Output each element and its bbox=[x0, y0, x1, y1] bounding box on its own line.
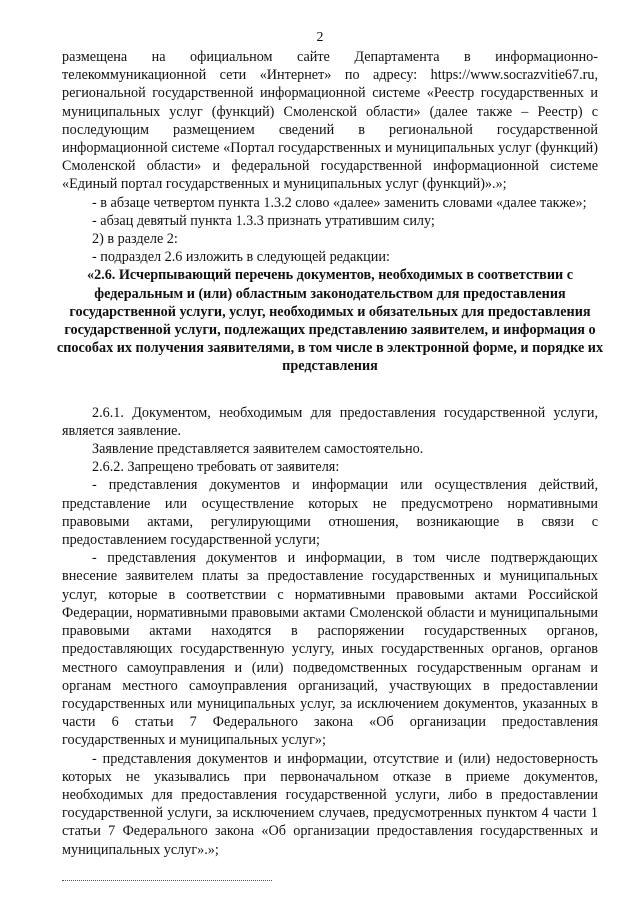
footer-divider bbox=[62, 880, 272, 881]
document-body bbox=[56, 48, 604, 859]
paragraph: - абзац девятый пункта 1.3.3 признать утратившим силу; bbox=[92, 212, 435, 229]
paragraph: 2) в разделе 2: bbox=[92, 231, 178, 248]
paragraph: - представления документов и информации, отсутствие и (или) недостоверность которых не указывались при первоначальном отказе в приеме документов, необходимых для предоставления государственной услуги, либо в предоставлении государственной услуги, за исключением случаев, предусмотренных пунктом 4 части 1 статьи 7 Федерального закона «Об организации предоставления государственных и муниципальных услуг».»; bbox=[62, 750, 598, 858]
page-number: 2 bbox=[316, 30, 324, 45]
paragraph: - представления документов и информации или осуществления действий, представление или осуществление которых не предусмотрено нормативными правовыми актами, регулирующими отношения, возникающие в связи с предоставлением государственной услуги; bbox=[62, 477, 598, 549]
paragraph: 2.6.1. Документом, необходимым для предоставления государственной услуги, является заявление. bbox=[62, 404, 598, 439]
spacer bbox=[62, 376, 598, 404]
paragraph: - подраздел 2.6 изложить в следующей редакции: bbox=[92, 249, 390, 266]
paragraph: 2.6.2. Запрещено требовать от заявителя: bbox=[92, 459, 340, 476]
paragraph: Заявление представляется заявителем самостоятельно. bbox=[92, 441, 424, 458]
paragraph: размещена на официальном сайте Департамента в информационно-телекоммуникационной сети «Интернет» по адресу: https://www.socrazvitie67.ru, региональной государственной информационной системе «Реестр государственных и муниципальных услуг (функций) Смоленской области» (далее также – Реестр) с последующим размещением сведений в региональной государственной информационной системе «Портал государственных и муниципальных услуг (функций) Смоленской области» и федеральной государственной информационной системе «Единый портал государственных и муниципальных услуг (функций)».»; bbox=[62, 49, 598, 193]
paragraph: - представления документов и информации, в том числе подтверждающих внесение заявителем платы за предоставление государственных и муниципальных услуг, которые в соответствии с нормативными правовыми актами Российской Федерации, нормативными правовыми актами Смоленской области и муниципальными правовыми актами находятся в распоряжении государственных органов, предоставляющих государственную услугу, иных государственных органов, органов местного самоуправления и (или) подведомственных государственным органам и органам местного самоуправления организаций, участвующих в предоставлении государственных или муниципальных услуг, за исключением документов, указанных в части 6 статьи 7 Федерального закона «Об организации предоставления государственных и муниципальных услуг»; bbox=[62, 550, 598, 749]
paragraph: - в абзаце четвертом пункта 1.3.2 слово «далее» заменить словами «далее также»; bbox=[92, 194, 587, 211]
section-heading: «2.6. Исчерпывающий перечень документов, необходимых в соответствии с федеральным и (или) областным законодательством для предоставления государственной услуги, услуг, необходимых и обязательных для предоставления государственной услуги, подлежащих представлению заявителем, и информация о способах их получения заявителями, в том числе в электронной форме, и порядке их представления bbox=[56, 267, 604, 375]
